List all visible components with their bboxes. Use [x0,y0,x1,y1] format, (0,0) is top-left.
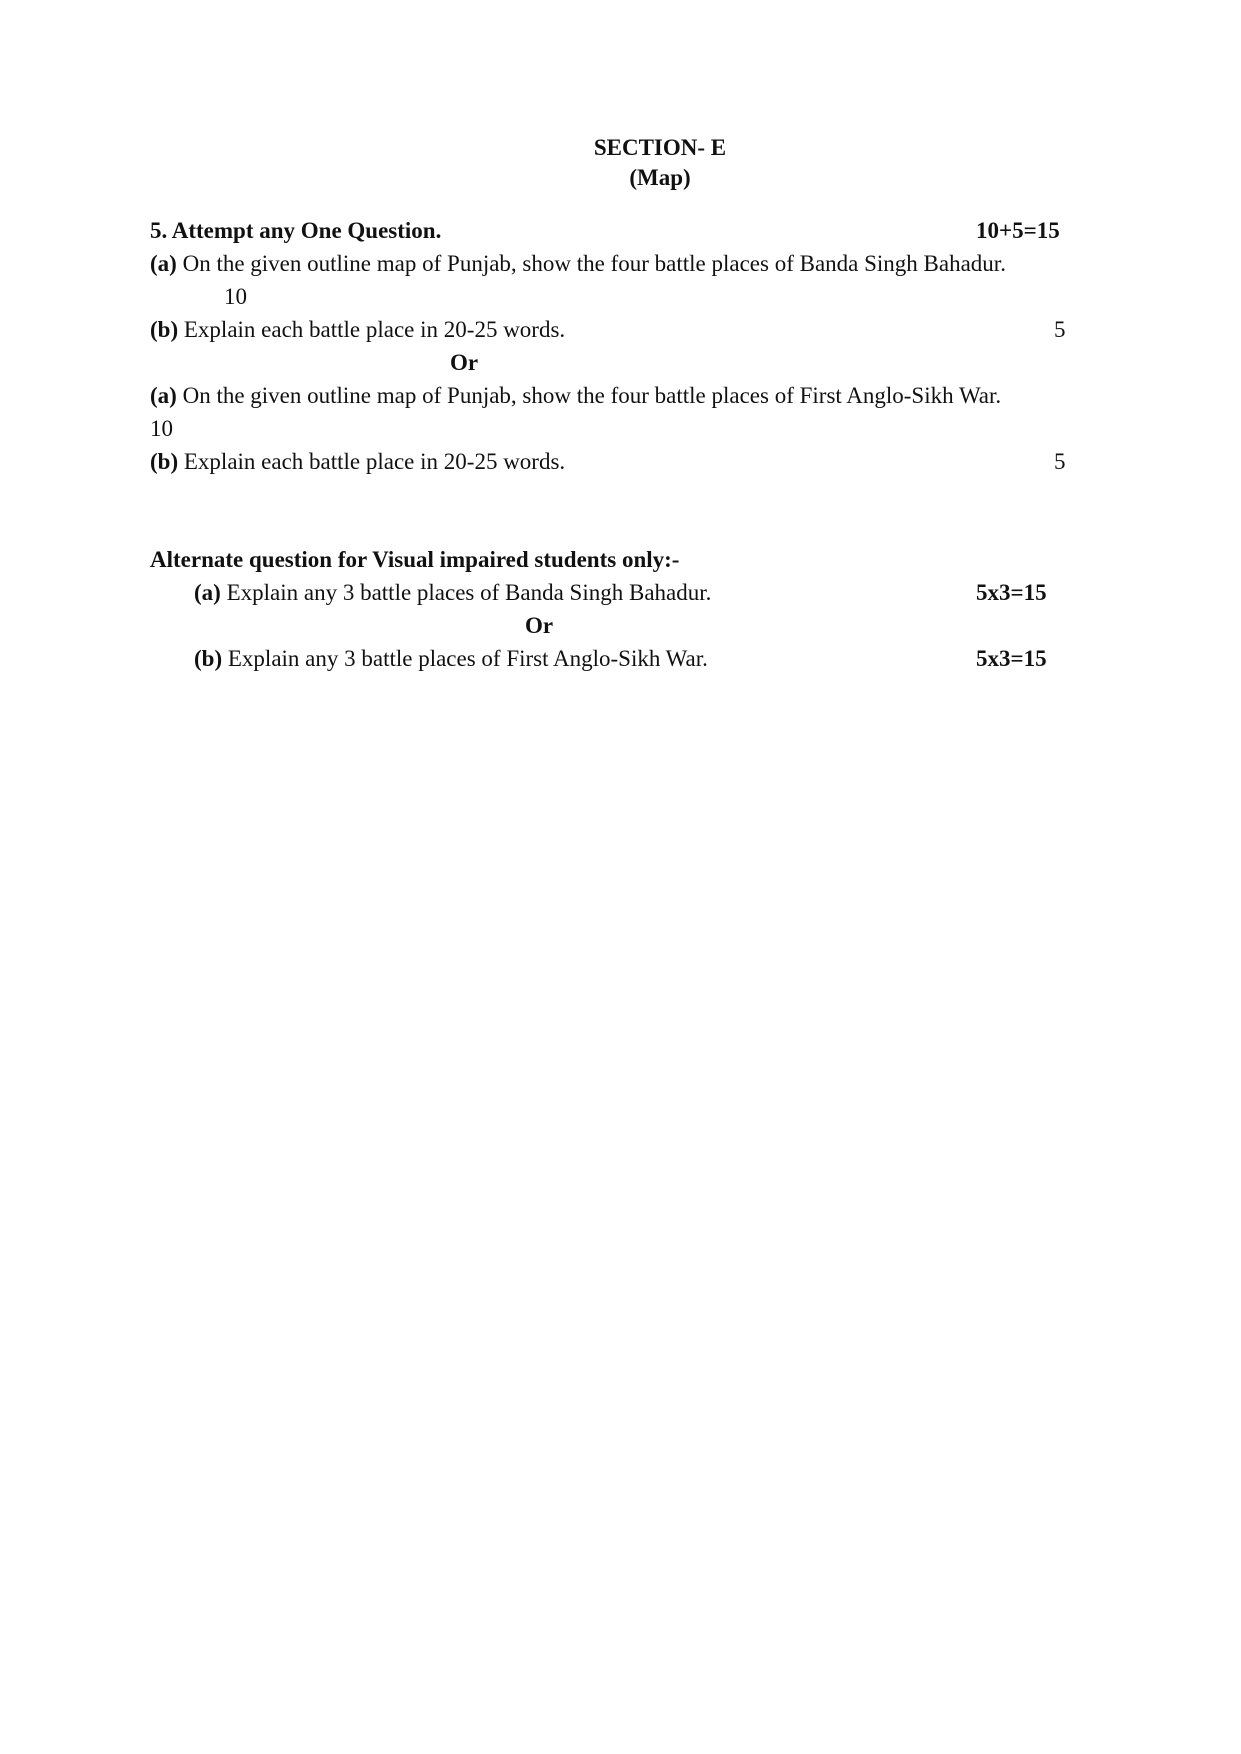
part-text: On the given outline map of Punjab, show the four battle places of First Anglo-Sikh War. [176,383,1002,408]
alternate-part-b [194,645,708,673]
set2-part-a [150,382,1001,410]
alternate-part-a [194,579,711,607]
part-label: (b) [194,646,223,671]
set1-part-a [150,250,1006,278]
part-label: (b) [150,317,179,342]
question-heading: 5. Attempt any One Question. [150,218,442,243]
part-text: Explain any 3 battle places of Banda Singh Bahadur. [220,580,712,605]
part-label: (a) [150,383,177,408]
or-divider: Or [450,350,479,375]
set1-part-b [150,316,565,344]
section-title: SECTION- E [593,135,727,160]
set2-part-b-marks: 5 [1054,449,1066,474]
alternate-heading: Alternate question for Visual impaired students only:- [150,547,680,572]
alternate-part-b-marks: 5x3=15 [976,646,1047,671]
part-label: (a) [150,251,177,276]
part-text: Explain each battle place in 20-25 words. [178,317,566,342]
part-label: (b) [150,449,179,474]
alternate-or-divider: Or [525,613,554,638]
set1-part-a-marks: 10 [224,284,247,309]
part-text: Explain any 3 battle places of First Anglo-Sikh War. [222,646,708,671]
set1-part-b-marks: 5 [1054,317,1066,342]
set2-part-a-marks: 10 [150,416,173,441]
section-subtitle: (Map) [629,165,691,190]
question-marks: 10+5=15 [976,218,1060,243]
part-text: On the given outline map of Punjab, show the four battle places of Banda Singh Bahadur. [176,251,1006,276]
part-text: Explain each battle place in 20-25 words. [178,449,566,474]
alternate-part-a-marks: 5x3=15 [976,580,1047,605]
set2-part-b [150,448,565,476]
part-label: (a) [194,580,221,605]
